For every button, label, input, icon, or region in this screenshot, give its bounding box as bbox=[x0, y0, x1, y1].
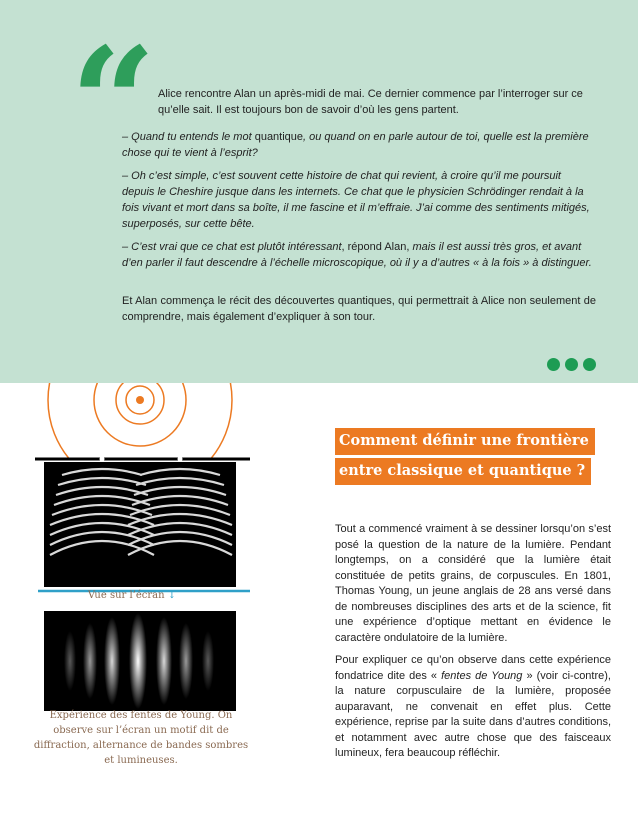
screen-view-label: Vue sur l’écran ↓ bbox=[87, 590, 177, 601]
section-heading-line-2: entre classique et quantique ? bbox=[335, 458, 591, 485]
story-conclusion: Et Alan commença le récit des découvertes quantiques, qui permettrait à Alice non seulement de comprendre, mais également d’expliquer à son tour. bbox=[122, 295, 596, 323]
figure-caption: Expérience des fentes de Young. On observe sur l’écran un motif dit de diffraction, alternance de bandes sombres et lumineuses. bbox=[33, 710, 249, 766]
intro-text: Alice rencontre Alan un après-midi de mai. Ce dernier commence par l’interroger sur ce qu’elle sait. Il est toujours bon de savoir d’où les gens partent. bbox=[158, 88, 583, 116]
section-paragraph-1: Tout a commencé vraiment à se dessiner lorsqu’on s’est posé la question de la nature de la lumière. Pendant longtemps, on a considéré que la lumière était constituée de petits grains, de corpuscules. En 1801, Thomas Young, un jeune anglais de 28 ans versé dans de nombreuses disciplines des arts et de la science, fit une expérience d’optique mettant en évidence le caractère ondulatoire de la lumière. bbox=[335, 523, 611, 644]
ellipsis-dots-icon bbox=[547, 358, 601, 376]
section-heading bbox=[335, 428, 595, 488]
dialogue-question-1: – Quand tu entends le mot quantique, ou quand on en parle autour de toi, quelle est la première chose qui te vient à l’esprit? bbox=[122, 131, 589, 159]
section-heading-line-1: Comment définir une frontière bbox=[335, 428, 595, 455]
arrow-down-icon: ↓ bbox=[167, 590, 177, 601]
quote-mark: “ bbox=[70, 15, 149, 191]
section-paragraph-2: Pour expliquer ce qu’on observe dans cette expérience fondatrice dite des « fentes de Young » (voir ci-contre), la nature corpusculaire de la lumière, proposée auparavant, ne convenait en effet plus. Cette expérience, reprise par la suite dans d’autres conditions, et notamment avec autre chose que des faisceaux lumineux, fera beaucoup réfléchir. bbox=[335, 654, 611, 759]
dialogue-question-2: – C’est vrai que ce chat est plutôt intéressant, répond Alan, mais il est aussi très gros, et avant d’en parler il faut descendre à l’échelle microscopique, où il y a d’autres « à la fois » à distinguer. bbox=[122, 241, 592, 269]
dialogue-answer-1: – Oh c’est simple, c’est souvent cette histoire de chat qui revient, à croire qu’il me poursuit depuis le Cheshire jusque dans les internets. Ce chat que le physicien Schrödinger rendait à la fois vivant et mort dans sa boîte, il me fascine et il m’effraie. J’ai comme des sentiments mitigés, superposés, sur cette bête. bbox=[122, 170, 590, 230]
